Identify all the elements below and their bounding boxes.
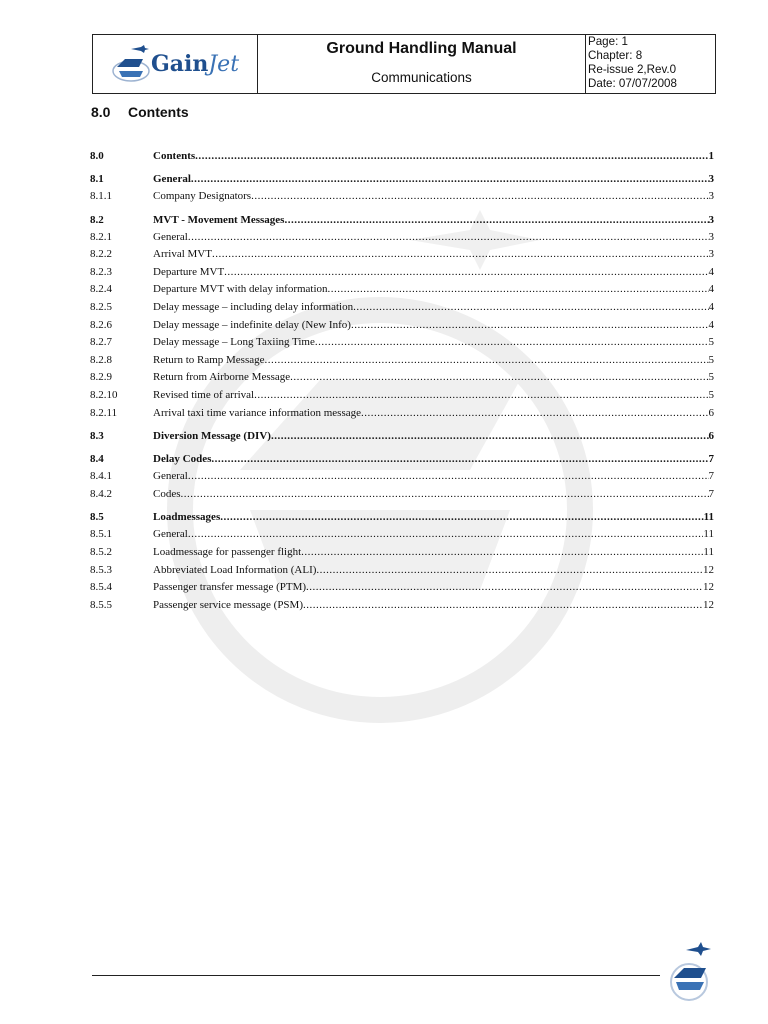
toc-entry-title: Departure MVT [153, 265, 225, 278]
toc-entry-number: 8.1 [90, 173, 104, 185]
toc-entry-page: 5 [708, 353, 714, 366]
toc-dot-leader [284, 212, 708, 229]
section-title: Contents [128, 104, 189, 120]
toc-entry-title: Delay message – including delay information [153, 300, 354, 313]
toc-entry-number: 8.4.2 [90, 487, 112, 500]
toc-entry[interactable] [90, 562, 714, 580]
chapter-number: Chapter: 8 [588, 49, 643, 62]
toc-entry-page: 6 [708, 406, 714, 419]
toc-dot-leader [303, 597, 703, 615]
toc-dot-leader [188, 468, 709, 486]
toc-entry-title: General [153, 173, 191, 185]
page-number: Page: 1 [588, 35, 628, 48]
toc-entry[interactable] [90, 369, 714, 387]
toc-entry-number: 8.4 [90, 453, 104, 466]
toc-entry[interactable] [90, 334, 714, 352]
toc-entry-title: General [153, 528, 188, 541]
toc-dot-leader [301, 544, 703, 562]
toc-entry-page: 3 [708, 173, 714, 185]
toc-entry-title: MVT - Movement Messages [153, 213, 285, 226]
toc-entry-title: Arrival MVT [153, 248, 212, 261]
toc-entry-number: 8.2.4 [90, 283, 112, 296]
toc-entry[interactable] [90, 264, 714, 282]
toc-dot-leader [254, 387, 708, 405]
toc-entry-number: 8.5.5 [90, 598, 112, 611]
toc-entry-number: 8.5.4 [90, 581, 112, 594]
toc-entry-page: 12 [703, 563, 714, 576]
toc-dot-leader [212, 246, 709, 264]
toc-entry-number: 8.2.10 [90, 388, 118, 401]
toc-entry-title: Loadmessages [153, 511, 221, 524]
toc-dot-leader [265, 352, 709, 370]
toc-entry-number: 8.2.3 [90, 265, 112, 278]
toc-entry[interactable] [90, 526, 714, 544]
toc-entry-page: 5 [708, 336, 714, 349]
toc-dot-leader [306, 579, 703, 597]
company-logo [93, 35, 258, 93]
page-title [91, 104, 189, 120]
revision: Re-issue 2,Rev.0 [588, 63, 677, 76]
toc-entry[interactable] [90, 428, 714, 445]
section-number: 8.0 [91, 104, 111, 120]
toc-entry-title: Delay Codes [153, 453, 212, 466]
toc-entry-title: Contents [153, 150, 196, 162]
toc-dot-leader [328, 281, 709, 299]
toc-dot-leader [315, 334, 709, 352]
toc-entry-number: 8.5.3 [90, 563, 112, 576]
toc-entry-page: 3 [708, 248, 714, 261]
toc-entry[interactable] [90, 317, 714, 335]
toc-entry-number: 8.5 [90, 511, 104, 524]
header-meta-cell [586, 35, 715, 93]
manual-subtitle: Communications [371, 70, 472, 85]
toc-entry-number: 8.2.7 [90, 336, 112, 349]
toc-entry-title: Loadmessage for passenger flight [153, 545, 302, 558]
toc-dot-leader [316, 562, 703, 580]
toc-entry[interactable] [90, 544, 714, 562]
toc-entry-number: 8.2.8 [90, 353, 112, 366]
toc-entry-title: Diversion Message (DIV) [153, 430, 271, 443]
airplane-ship-logo-icon [664, 942, 714, 1002]
toc-entry-number: 8.5.1 [90, 528, 112, 541]
toc-entry-title: Departure MVT with delay information [153, 283, 328, 296]
issue-date: Date: 07/07/2008 [588, 77, 677, 90]
toc-entry-title: Return from Airborne Message [153, 371, 291, 384]
toc-entry[interactable] [90, 387, 714, 405]
toc-entry-page: 7 [708, 487, 714, 500]
manual-title: Ground Handling Manual [326, 40, 517, 57]
toc-entry-title: Abbreviated Load Information (ALI) [153, 563, 317, 576]
toc-dot-leader [195, 148, 708, 165]
toc-entry[interactable] [90, 352, 714, 370]
toc-entry-page: 1 [708, 150, 714, 162]
toc-entry[interactable] [90, 468, 714, 486]
toc-entry-page: 12 [703, 598, 714, 611]
toc-dot-leader [351, 317, 709, 335]
toc-entry-page: 6 [708, 430, 714, 443]
toc-entry-page: 4 [708, 283, 714, 296]
toc-entry-title: Passenger service message (PSM) [153, 598, 303, 611]
toc-entry[interactable] [90, 171, 714, 188]
toc-entry-page: 4 [708, 265, 714, 278]
airplane-ship-logo-icon [111, 45, 151, 83]
toc-dot-leader [191, 171, 709, 188]
toc-entry-page: 3 [708, 230, 714, 243]
toc-entry-title: Codes [153, 487, 181, 500]
toc-entry[interactable] [90, 299, 714, 317]
toc-entry-number: 8.2.11 [90, 406, 118, 419]
toc-entry[interactable] [90, 405, 714, 423]
toc-entry-page: 11 [703, 545, 714, 558]
toc-entry[interactable] [90, 281, 714, 299]
toc-entry-page: 11 [703, 528, 714, 541]
toc-entry-title: Return to Ramp Message [153, 353, 265, 366]
toc-entry-number: 8.2 [90, 213, 104, 226]
logo-wordmark: GainJet [150, 51, 240, 77]
toc-dot-leader [290, 369, 708, 387]
toc-dot-leader [211, 451, 708, 468]
toc-entry-title: Company Designators [153, 190, 252, 202]
toc-entry-number: 8.2.5 [90, 300, 112, 313]
footer-divider [92, 975, 660, 976]
toc-entry-page: 7 [708, 453, 714, 466]
toc-dot-leader [188, 229, 709, 247]
toc-dot-leader [188, 526, 704, 544]
table-of-contents [90, 148, 714, 614]
toc-entry[interactable] [90, 579, 714, 597]
toc-entry[interactable] [90, 597, 714, 615]
toc-entry-number: 8.2.2 [90, 248, 112, 261]
header-title-cell [258, 35, 586, 93]
toc-dot-leader [251, 188, 708, 206]
toc-entry-page: 7 [708, 470, 714, 483]
toc-entry-title: Arrival taxi time variance information message [153, 406, 362, 419]
toc-entry-title: Delay message – Long Taxiing Time [153, 336, 315, 349]
toc-entry-number: 8.0 [90, 150, 104, 162]
toc-dot-leader [271, 428, 709, 445]
toc-entry[interactable] [90, 188, 714, 206]
toc-entry[interactable] [90, 246, 714, 264]
toc-entry-number: 8.1.1 [90, 190, 112, 202]
toc-dot-leader [353, 299, 708, 317]
toc-entry-page: 5 [708, 388, 714, 401]
toc-dot-leader [361, 405, 708, 423]
toc-entry-page: 4 [708, 300, 714, 313]
toc-entry-page: 3 [708, 190, 714, 202]
toc-dot-leader [181, 486, 709, 504]
toc-entry[interactable] [90, 509, 714, 526]
toc-entry[interactable] [90, 229, 714, 247]
toc-entry-title: General [153, 230, 188, 243]
toc-entry[interactable] [90, 212, 714, 229]
toc-entry[interactable] [90, 148, 714, 165]
toc-entry-page: 12 [703, 581, 714, 594]
toc-entry-number: 8.3 [90, 430, 104, 443]
toc-entry[interactable] [90, 451, 714, 468]
toc-entry-page: 11 [703, 511, 714, 524]
toc-entry-page: 5 [708, 371, 714, 384]
toc-dot-leader [224, 264, 708, 282]
toc-entry-number: 8.2.6 [90, 318, 112, 331]
toc-entry-number: 8.2.1 [90, 230, 112, 243]
toc-entry-number: 8.4.1 [90, 470, 112, 483]
toc-entry-page: 4 [708, 318, 714, 331]
toc-entry[interactable] [90, 486, 714, 504]
toc-entry-title: General [153, 470, 188, 483]
toc-entry-title: Passenger transfer message (PTM) [153, 581, 307, 594]
toc-entry-title: Delay message – indefinite delay (New Info) [153, 318, 351, 331]
toc-entry-title: Revised time of arrival [153, 388, 255, 401]
toc-entry-number: 8.2.9 [90, 371, 112, 384]
toc-dot-leader [220, 509, 703, 526]
document-header [92, 34, 716, 94]
toc-entry-page: 3 [708, 213, 714, 226]
toc-entry-number: 8.5.2 [90, 545, 112, 558]
